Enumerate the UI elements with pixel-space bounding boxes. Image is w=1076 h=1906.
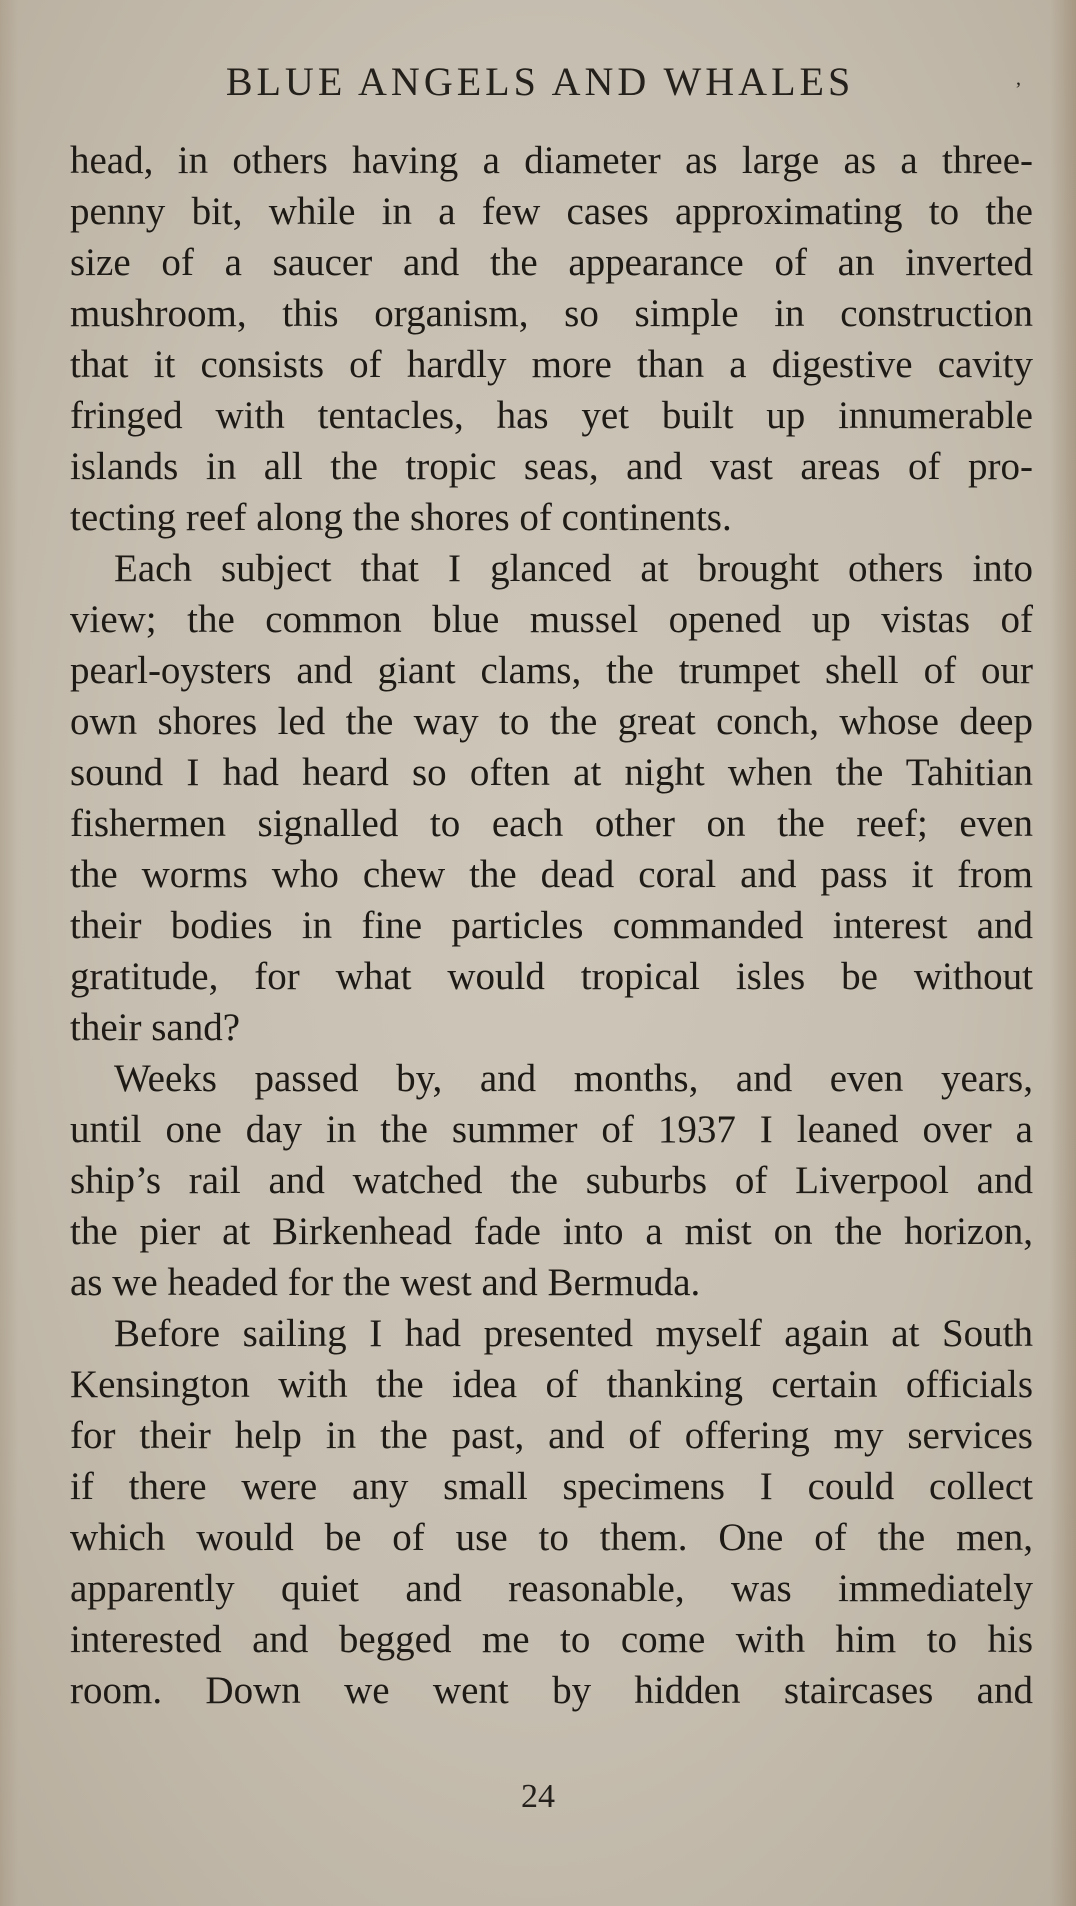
text-line: fishermen signalled to each other on the reef; even [70,802,1033,845]
text-line: Kensington with the idea of thanking certain officials [70,1363,1033,1406]
text-line: gratitude, for what would tropical isles be without [70,955,1033,998]
text-line: tecting reef along the shores of continents. [70,496,732,539]
text-line: sound I had heard so often at night when the Tahitian [70,751,1033,794]
text-line: own shores led the way to the great conch, whose deep [70,700,1033,743]
text-line: pearl-oysters and giant clams, the trumpet shell of our [70,649,1033,692]
page-number: 24 [521,1778,555,1815]
text-line: for their help in the past, and of offering my services [70,1414,1033,1457]
text-line: fringed with tentacles, has yet built up innumerable [70,394,1033,437]
text-line: islands in all the tropic seas, and vast areas of pro- [70,445,1033,488]
page-edge-shadow-left [0,0,18,1906]
running-head [60,58,1020,106]
text-line: view; the common blue mussel opened up vistas of [70,598,1033,641]
text-line: the pier at Birkenhead fade into a mist on the horizon, [70,1210,1033,1253]
text-line: mushroom, this organism, so simple in construction [70,292,1033,335]
running-head-mark: ʼ [1015,79,1022,101]
text-line: as we headed for the west and Bermuda. [70,1261,701,1304]
text-line: their sand? [70,1006,241,1049]
text-line: apparently quiet and reasonable, was immediately [70,1567,1033,1610]
text-line: size of a saucer and the appearance of an inverted [70,241,1033,284]
paragraph-first-line: Weeks passed by, and months, and even years, [114,1057,1033,1100]
text-line: head, in others having a diameter as large as a three- [70,139,1033,182]
text-line: their bodies in fine particles commanded interest and [70,904,1033,947]
text-line: that it consists of hardly more than a digestive cavity [70,343,1033,386]
text-line: which would be of use to them. One of the men, [70,1516,1033,1559]
running-head-title: BLUE ANGELS AND WHALES [225,59,855,104]
paragraph-first-line: Before sailing I had presented myself again at South [114,1312,1033,1355]
paragraph-first-line: Each subject that I glanced at brought others into [114,547,1033,590]
text-line: penny bit, while in a few cases approximating to the [70,190,1033,233]
text-line: the worms who chew the dead coral and pass it from [70,853,1033,896]
text-line: room. Down we went by hidden staircases and [70,1669,1033,1712]
body-text [70,135,1033,1716]
text-line: interested and begged me to come with him to his [70,1618,1033,1661]
text-line: if there were any small specimens I could collect [70,1465,1033,1508]
text-line: until one day in the summer of 1937 I leaned over a [70,1108,1033,1151]
text-line: ship’s rail and watched the suburbs of Liverpool and [70,1159,1033,1202]
page-edge-shadow-right [1050,0,1076,1906]
